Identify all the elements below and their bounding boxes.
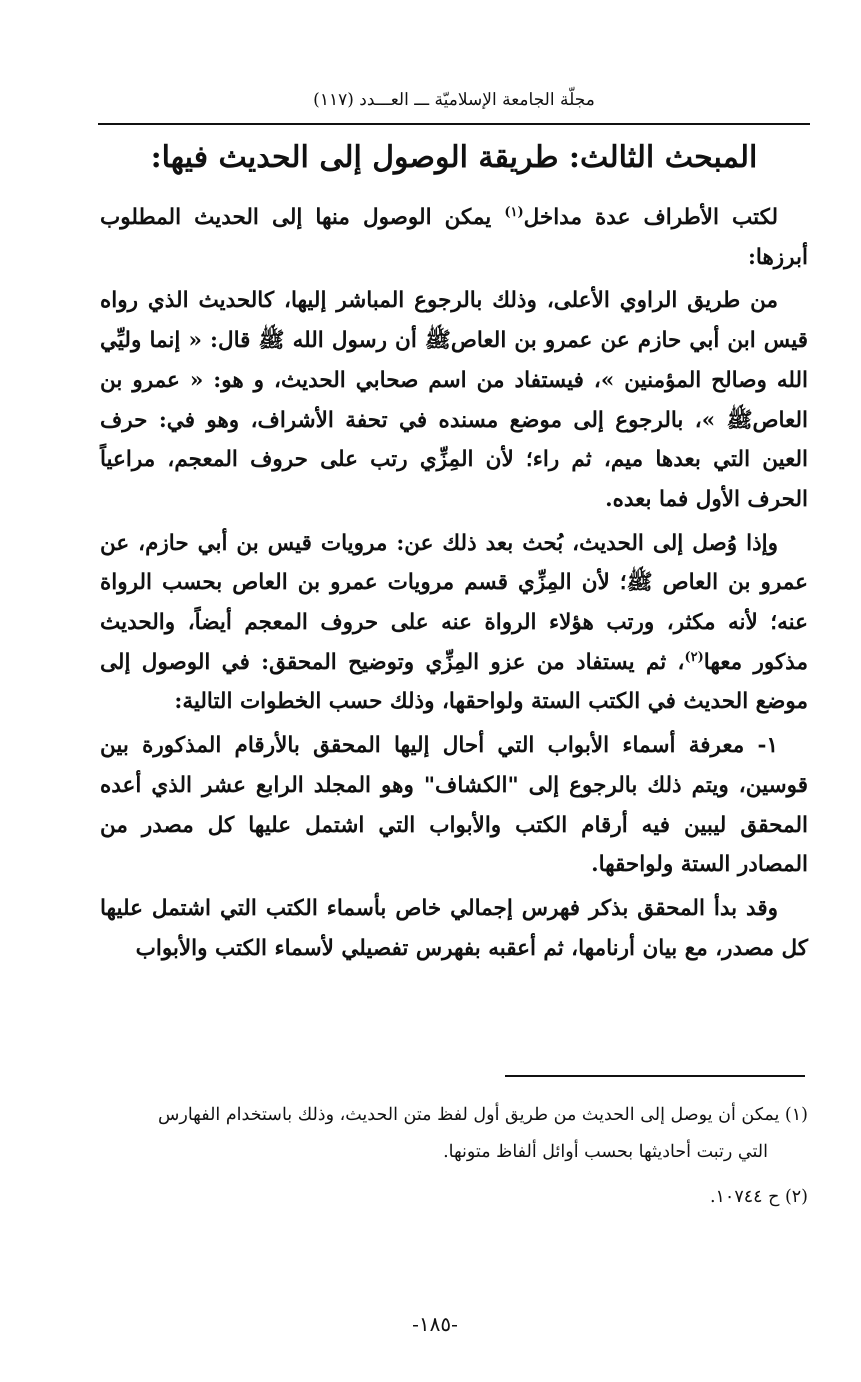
footnote-rule — [505, 1075, 805, 1077]
body-text — [100, 198, 808, 972]
running-header: مجلّة الجامعة الإسلاميّة ـــ العـــدد (١١٧) — [313, 90, 595, 110]
section-title: المبحث الثالث: طريقة الوصول إلى الحديث فيها: — [150, 140, 758, 175]
paragraph-4: ١- معرفة أسماء الأبواب التي أحال إليها المحقق بالأرقام المذكورة بين قوسين، ويتم ذلك بالرجوع إلى "الكشاف" وهو المجلد الرابع عشر الذي أعده المحقق ليبين فيه أرقام الكتب والأبواب التي اشتمل عليها كل مصدر من المصادر الستة ولواحقها. — [100, 733, 808, 878]
footnotes — [100, 1097, 808, 1224]
paragraph-1-text-a: لكتب الأطراف عدة مداخل — [523, 205, 778, 230]
footnote-1-line-1: (١) يمكن أن يوصل إلى الحديث من طريق أول لفظ متن الحديث، وذلك باستخدام الفهارس — [158, 1105, 808, 1125]
paragraph-1 — [100, 198, 808, 277]
footnote-ref-2: (٢) — [684, 649, 704, 665]
paragraph-3 — [100, 524, 808, 723]
page-number: -١٨٥- — [412, 1312, 458, 1336]
paragraph-1-text-b: يمكن الوصول منها إلى الحديث المطلوب أبرزها: — [100, 205, 808, 270]
footnote-ref-1: (١) — [504, 204, 524, 220]
footnote-1 — [100, 1097, 808, 1171]
paragraph-3-text-a: وإذا وُصل إلى الحديث، بُحث بعد ذلك عن: مرويات قيس بن أبي حازم، عن عمرو بن العاص ﷺ؛ لأن المِزِّي قسم مرويات عمرو بن العاص بحسب الرواة عنه؛ لأنه مكثر، ورتب هؤلاء الرواة عنه على حروف المعجم أيضاً، والحديث مذكور معها — [100, 530, 808, 675]
header-rule — [98, 123, 810, 125]
paragraph-2: من طريق الراوي الأعلى، وذلك بالرجوع المباشر إليها، كالحديث الذي رواه قيس ابن أبي حازم عن عمرو بن العاصﷺ أن رسول الله ﷺ قال: « إنما وليِّي الله وصالح المؤمنين »، فيستفاد من اسم صحابي الحديث، و هو: « عمرو بن العاصﷺ »، بالرجوع إلى موضع مسنده في تحفة الأشراف، وهو في: حرف العين التي بعدها ميم، ثم راء؛ لأن المِزِّي رتب على حروف المعجم، مراعياً الحرف الأول فما بعده. — [100, 288, 808, 512]
footnote-1-line-2: التي رتبت أحاديثها بحسب أوائل ألفاظ متونها. — [443, 1142, 768, 1162]
paragraph-3-text-b: ، ثم يستفاد من عزو المِزِّي وتوضيح المحقق: في الوصول إلى موضع الحديث في الكتب الستة ولواحقها، وذلك حسب الخطوات التالية: — [100, 649, 808, 715]
footnote-2: (٢) ح ١٠٧٤٤. — [709, 1187, 808, 1207]
paragraph-5: وقد بدأ المحقق بذكر فهرس إجمالي خاص بأسماء الكتب التي اشتمل عليها كل مصدر، مع بيان أرنامها، ثم أعقبه بفهرس تفصيلي لأسماء الكتب والأبواب — [100, 895, 808, 961]
